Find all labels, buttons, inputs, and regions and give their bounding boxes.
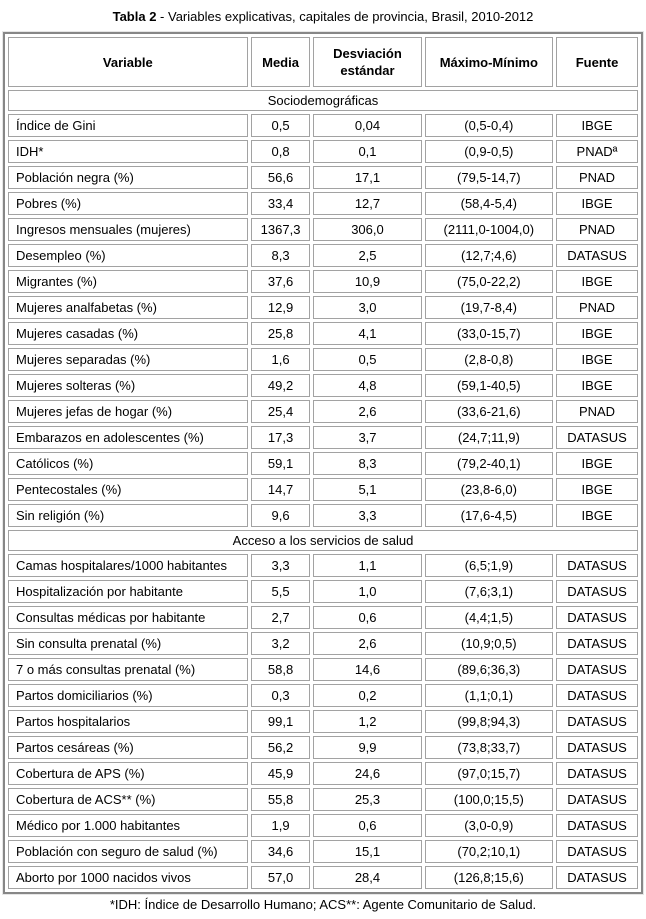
std-dev-cell: 4,8 — [313, 374, 421, 397]
std-dev-cell: 10,9 — [313, 270, 421, 293]
variable-cell: Hospitalización por habitante — [8, 580, 248, 603]
variable-cell: Sin consulta prenatal (%) — [8, 632, 248, 655]
variable-cell: Mujeres solteras (%) — [8, 374, 248, 397]
variable-cell: Población negra (%) — [8, 166, 248, 189]
variables-table — [3, 32, 643, 894]
std-dev-cell: 0,04 — [313, 114, 421, 137]
table-row — [8, 348, 638, 371]
table-footnote: *IDH: Índice de Desarrollo Humano; ACS**: Agente Comunitario de Salud. — [109, 897, 537, 912]
max-min-cell: (33,6-21,6) — [425, 400, 553, 423]
max-min-cell: (73,8;33,7) — [425, 736, 553, 759]
section-header-row — [8, 90, 638, 111]
variable-cell: IDH* — [8, 140, 248, 163]
table-row — [8, 762, 638, 785]
source-cell: IBGE — [556, 348, 638, 371]
variable-cell: Partos cesáreas (%) — [8, 736, 248, 759]
variable-cell: Partos hospitalarios — [8, 710, 248, 733]
variable-cell: Partos domiciliarios (%) — [8, 684, 248, 707]
max-min-cell: (10,9;0,5) — [425, 632, 553, 655]
variable-cell: Mujeres analfabetas (%) — [8, 296, 248, 319]
source-cell: IBGE — [556, 504, 638, 527]
variable-cell: Mujeres casadas (%) — [8, 322, 248, 345]
variable-cell: Población con seguro de salud (%) — [8, 840, 248, 863]
source-cell: DATASUS — [556, 606, 638, 629]
std-dev-cell: 24,6 — [313, 762, 421, 785]
media-cell: 25,8 — [251, 322, 311, 345]
table-row — [8, 244, 638, 267]
std-dev-cell: 1,0 — [313, 580, 421, 603]
std-dev-cell: 9,9 — [313, 736, 421, 759]
max-min-cell: (1,1;0,1) — [425, 684, 553, 707]
media-cell: 34,6 — [251, 840, 311, 863]
table-row — [8, 504, 638, 527]
max-min-cell: (2,8-0,8) — [425, 348, 553, 371]
media-cell: 12,9 — [251, 296, 311, 319]
table-row — [8, 684, 638, 707]
max-min-cell: (70,2;10,1) — [425, 840, 553, 863]
table-row — [8, 632, 638, 655]
section-label: Sociodemográficas — [8, 90, 638, 111]
media-cell: 3,2 — [251, 632, 311, 655]
variable-cell: Migrantes (%) — [8, 270, 248, 293]
std-dev-cell: 14,6 — [313, 658, 421, 681]
max-min-cell: (0,5-0,4) — [425, 114, 553, 137]
max-min-cell: (100,0;15,5) — [425, 788, 553, 811]
source-cell: IBGE — [556, 322, 638, 345]
source-cell: PNAD — [556, 296, 638, 319]
media-cell: 0,3 — [251, 684, 311, 707]
header-variable: Variable — [8, 37, 248, 87]
source-cell: PNAD — [556, 218, 638, 241]
source-cell: DATASUS — [556, 658, 638, 681]
source-cell: DATASUS — [556, 554, 638, 577]
table-row — [8, 218, 638, 241]
table-row — [8, 192, 638, 215]
source-cell: DATASUS — [556, 684, 638, 707]
std-dev-cell: 4,1 — [313, 322, 421, 345]
table-row — [8, 606, 638, 629]
media-cell: 1,6 — [251, 348, 311, 371]
source-cell: DATASUS — [556, 814, 638, 837]
max-min-cell: (17,6-4,5) — [425, 504, 553, 527]
source-cell: IBGE — [556, 452, 638, 475]
header-media: Media — [251, 37, 311, 87]
header-maximo-minimo: Máximo-Mínimo — [425, 37, 553, 87]
variable-cell: 7 o más consultas prenatal (%) — [8, 658, 248, 681]
std-dev-cell: 0,1 — [313, 140, 421, 163]
std-dev-cell: 2,6 — [313, 400, 421, 423]
source-cell: DATASUS — [556, 710, 638, 733]
source-cell: IBGE — [556, 192, 638, 215]
std-dev-cell: 2,5 — [313, 244, 421, 267]
table-row — [8, 140, 638, 163]
std-dev-cell: 0,5 — [313, 348, 421, 371]
media-cell: 8,3 — [251, 244, 311, 267]
media-cell: 57,0 — [251, 866, 311, 889]
max-min-cell: (3,0-0,9) — [425, 814, 553, 837]
std-dev-cell: 306,0 — [313, 218, 421, 241]
media-cell: 0,5 — [251, 114, 311, 137]
media-cell: 1367,3 — [251, 218, 311, 241]
variable-cell: Sin religión (%) — [8, 504, 248, 527]
source-cell: IBGE — [556, 374, 638, 397]
source-cell: DATASUS — [556, 632, 638, 655]
table-row — [8, 452, 638, 475]
source-cell: DATASUS — [556, 866, 638, 889]
max-min-cell: (58,4-5,4) — [425, 192, 553, 215]
source-cell: DATASUS — [556, 840, 638, 863]
table-row — [8, 166, 638, 189]
variable-cell: Católicos (%) — [8, 452, 248, 475]
max-min-cell: (12,7;4,6) — [425, 244, 553, 267]
header-fuente: Fuente — [556, 37, 638, 87]
media-cell: 3,3 — [251, 554, 311, 577]
media-cell: 58,8 — [251, 658, 311, 681]
variable-cell: Embarazos en adolescentes (%) — [8, 426, 248, 449]
table-row — [8, 580, 638, 603]
std-dev-cell: 1,1 — [313, 554, 421, 577]
section-label: Acceso a los servicios de salud — [8, 530, 638, 551]
table-row — [8, 426, 638, 449]
std-dev-cell: 17,1 — [313, 166, 421, 189]
media-cell: 56,6 — [251, 166, 311, 189]
std-dev-cell: 2,6 — [313, 632, 421, 655]
source-cell: DATASUS — [556, 788, 638, 811]
max-min-cell: (97,0;15,7) — [425, 762, 553, 785]
table-caption-number: Tabla 2 — [112, 9, 157, 24]
media-cell: 17,3 — [251, 426, 311, 449]
media-cell: 5,5 — [251, 580, 311, 603]
std-dev-cell: 0,6 — [313, 606, 421, 629]
media-cell: 14,7 — [251, 478, 311, 501]
variable-cell: Mujeres separadas (%) — [8, 348, 248, 371]
media-cell: 49,2 — [251, 374, 311, 397]
media-cell: 0,8 — [251, 140, 311, 163]
std-dev-cell: 0,6 — [313, 814, 421, 837]
source-cell: IBGE — [556, 270, 638, 293]
max-min-cell: (23,8-6,0) — [425, 478, 553, 501]
media-cell: 56,2 — [251, 736, 311, 759]
table-row — [8, 710, 638, 733]
media-cell: 9,6 — [251, 504, 311, 527]
table-body — [8, 90, 638, 889]
variable-cell: Aborto por 1000 nacidos vivos — [8, 866, 248, 889]
variable-cell: Ingresos mensuales (mujeres) — [8, 218, 248, 241]
std-dev-cell: 5,1 — [313, 478, 421, 501]
variable-cell: Pentecostales (%) — [8, 478, 248, 501]
header-desviacion: Desviación estándar — [313, 37, 421, 87]
table-row — [8, 270, 638, 293]
header-row — [8, 37, 638, 87]
table-row — [8, 374, 638, 397]
table-row — [8, 736, 638, 759]
std-dev-cell: 3,0 — [313, 296, 421, 319]
max-min-cell: (79,5-14,7) — [425, 166, 553, 189]
table-row — [8, 554, 638, 577]
source-cell: IBGE — [556, 478, 638, 501]
table-row — [8, 866, 638, 889]
source-cell: DATASUS — [556, 580, 638, 603]
std-dev-cell: 28,4 — [313, 866, 421, 889]
source-cell: DATASUS — [556, 244, 638, 267]
variable-cell: Desempleo (%) — [8, 244, 248, 267]
source-cell: DATASUS — [556, 762, 638, 785]
media-cell: 25,4 — [251, 400, 311, 423]
source-cell: IBGE — [556, 114, 638, 137]
source-cell: PNADª — [556, 140, 638, 163]
max-min-cell: (4,4;1,5) — [425, 606, 553, 629]
std-dev-cell: 0,2 — [313, 684, 421, 707]
table-row — [8, 114, 638, 137]
variable-cell: Consultas médicas por habitante — [8, 606, 248, 629]
table-row — [8, 658, 638, 681]
table-row — [8, 400, 638, 423]
table-row — [8, 788, 638, 811]
std-dev-cell: 3,3 — [313, 504, 421, 527]
std-dev-cell: 15,1 — [313, 840, 421, 863]
std-dev-cell: 12,7 — [313, 192, 421, 215]
source-cell: PNAD — [556, 166, 638, 189]
table-header — [8, 37, 638, 87]
max-min-cell: (0,9-0,5) — [425, 140, 553, 163]
max-min-cell: (59,1-40,5) — [425, 374, 553, 397]
variable-cell: Cobertura de APS (%) — [8, 762, 248, 785]
media-cell: 2,7 — [251, 606, 311, 629]
max-min-cell: (75,0-22,2) — [425, 270, 553, 293]
variable-cell: Pobres (%) — [8, 192, 248, 215]
media-cell: 45,9 — [251, 762, 311, 785]
max-min-cell: (7,6;3,1) — [425, 580, 553, 603]
std-dev-cell: 3,7 — [313, 426, 421, 449]
max-min-cell: (6,5;1,9) — [425, 554, 553, 577]
media-cell: 59,1 — [251, 452, 311, 475]
section-header-row — [8, 530, 638, 551]
source-cell: PNAD — [556, 400, 638, 423]
std-dev-cell: 8,3 — [313, 452, 421, 475]
source-cell: DATASUS — [556, 426, 638, 449]
max-min-cell: (99,8;94,3) — [425, 710, 553, 733]
source-cell: DATASUS — [556, 736, 638, 759]
media-cell: 33,4 — [251, 192, 311, 215]
max-min-cell: (126,8;15,6) — [425, 866, 553, 889]
media-cell: 99,1 — [251, 710, 311, 733]
variable-cell: Camas hospitalares/1000 habitantes — [8, 554, 248, 577]
media-cell: 37,6 — [251, 270, 311, 293]
table-row — [8, 814, 638, 837]
table-caption-text: - Variables explicativas, capitales de provincia, Brasil, 2010-2012 — [156, 9, 534, 24]
variable-cell: Médico por 1.000 habitantes — [8, 814, 248, 837]
table-row — [8, 296, 638, 319]
variable-cell: Cobertura de ACS** (%) — [8, 788, 248, 811]
max-min-cell: (2111,0-1004,0) — [425, 218, 553, 241]
table-row — [8, 478, 638, 501]
max-min-cell: (33,0-15,7) — [425, 322, 553, 345]
max-min-cell: (24,7;11,9) — [425, 426, 553, 449]
max-min-cell: (89,6;36,3) — [425, 658, 553, 681]
media-cell: 1,9 — [251, 814, 311, 837]
std-dev-cell: 1,2 — [313, 710, 421, 733]
max-min-cell: (19,7-8,4) — [425, 296, 553, 319]
table-caption — [0, 0, 646, 32]
media-cell: 55,8 — [251, 788, 311, 811]
variable-cell: Índice de Gini — [8, 114, 248, 137]
max-min-cell: (79,2-40,1) — [425, 452, 553, 475]
table-row — [8, 322, 638, 345]
std-dev-cell: 25,3 — [313, 788, 421, 811]
variable-cell: Mujeres jefas de hogar (%) — [8, 400, 248, 423]
table-row — [8, 840, 638, 863]
